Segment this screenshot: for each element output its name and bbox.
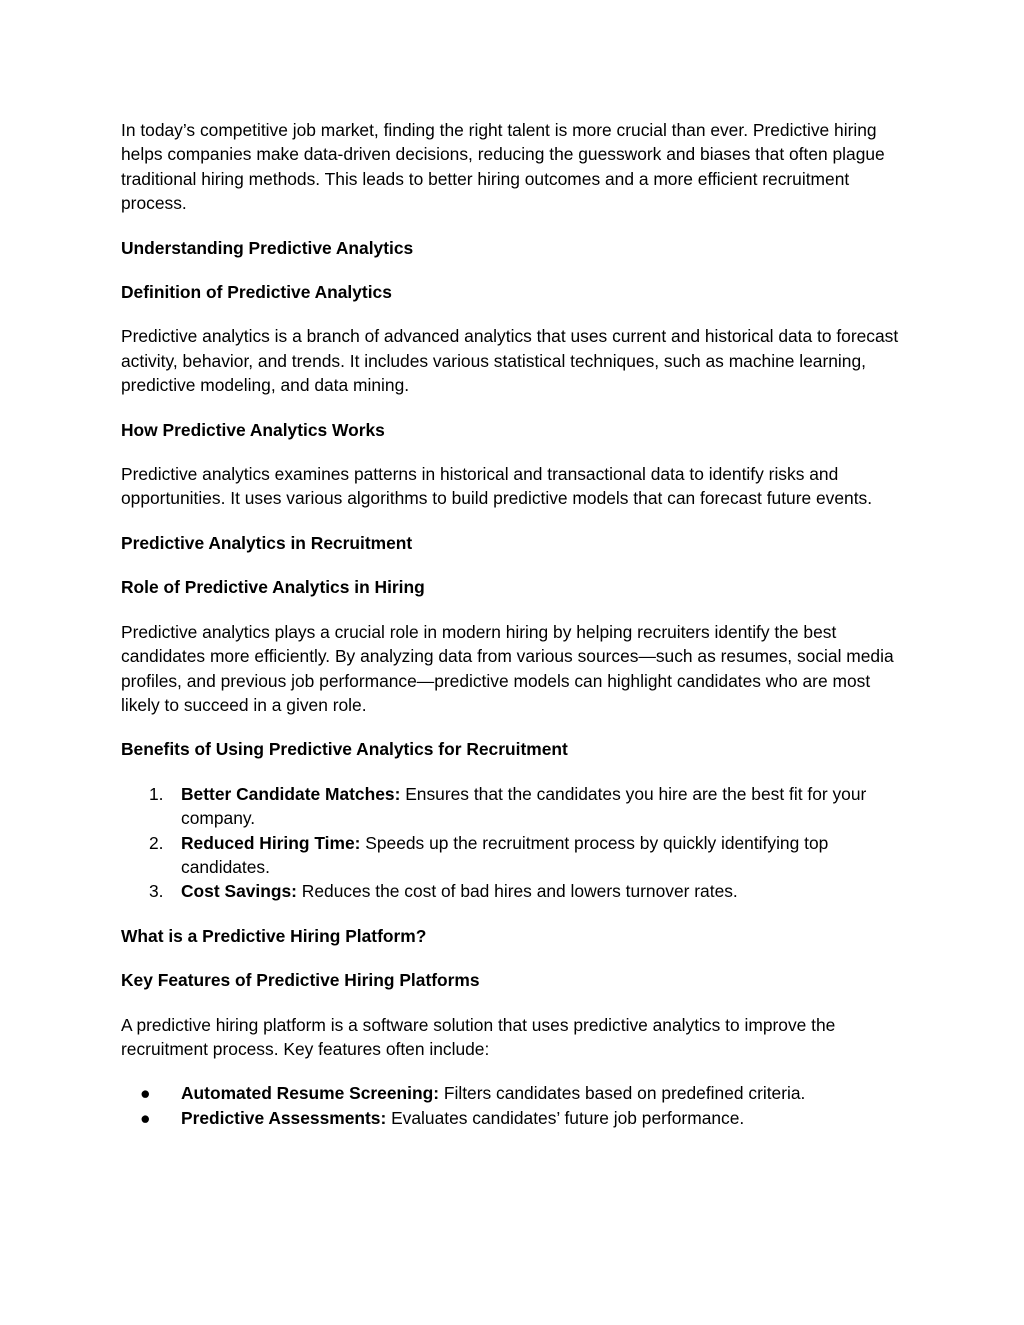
list-item-text: Filters candidates based on predefined criteria. <box>439 1083 806 1104</box>
section-heading-platform: What is a Predictive Hiring Platform? <box>121 925 427 946</box>
benefits-list <box>121 782 911 904</box>
bullet-icon: ● <box>140 1107 151 1128</box>
list-number: 2. <box>149 832 164 853</box>
intro-paragraph: In today’s competitive job market, finding the right talent is more crucial than ever. Predictive hiring helps companies make data-driven decisions, reducing the guesswork and biases that often plague traditional hiring methods. This leads to better hiring outcomes and a more efficient recruitment process. <box>121 120 885 214</box>
list-item-term: Better Candidate Matches: <box>181 783 401 804</box>
key-features-paragraph: A predictive hiring platform is a software solution that uses predictive analytics to improve the recruitment process. Key features often include: <box>121 1014 836 1059</box>
list-item <box>121 879 911 903</box>
subheading-role: Role of Predictive Analytics in Hiring <box>121 577 425 598</box>
section-heading-understanding: Understanding Predictive Analytics <box>121 237 414 258</box>
subheading-benefits: Benefits of Using Predictive Analytics for Recruitment <box>121 739 568 760</box>
list-item-text: Evaluates candidates’ future job performance. <box>386 1107 745 1128</box>
document-page <box>121 118 911 1150</box>
subheading-how-it-works: How Predictive Analytics Works <box>121 419 385 440</box>
list-number: 1. <box>149 783 164 804</box>
section-heading-recruitment: Predictive Analytics in Recruitment <box>121 532 413 553</box>
subheading-definition: Definition of Predictive Analytics <box>121 282 392 303</box>
list-item-term: Reduced Hiring Time: <box>181 832 361 853</box>
list-item-term: Automated Resume Screening: <box>181 1083 440 1104</box>
features-list <box>121 1081 911 1130</box>
list-item-text: Reduces the cost of bad hires and lowers turnover rates. <box>296 881 738 902</box>
list-item-term: Cost Savings: <box>181 881 297 902</box>
list-item-text: Ensures that the candidates you hire are the best fit for your company. <box>181 783 867 829</box>
list-item <box>121 1106 911 1130</box>
list-item <box>121 1081 911 1105</box>
list-item <box>121 831 911 880</box>
bullet-icon: ● <box>140 1083 151 1104</box>
definition-paragraph: Predictive analytics is a branch of advanced analytics that uses current and historical data to forecast activity, behavior, and trends. It includes various statistical techniques, such as machine learning, predictive modeling, and data mining. <box>121 326 899 396</box>
role-paragraph: Predictive analytics plays a crucial role in modern hiring by helping recruiters identify the best candidates more efficiently. By analyzing data from various sources—such as resumes, social media profiles, and previous job performance—predictive models can highlight candidates who are most likely to succeed in a given role. <box>121 621 894 715</box>
list-number: 3. <box>149 881 164 902</box>
list-item <box>121 782 911 831</box>
subheading-key-features: Key Features of Predictive Hiring Platforms <box>121 970 480 991</box>
how-it-works-paragraph: Predictive analytics examines patterns in historical and transactional data to identify risks and opportunities. It uses various algorithms to build predictive models that can forecast future events. <box>121 464 873 509</box>
list-item-term: Predictive Assessments: <box>181 1107 387 1128</box>
list-item-text: Speeds up the recruitment process by quickly identifying top candidates. <box>181 832 829 877</box>
